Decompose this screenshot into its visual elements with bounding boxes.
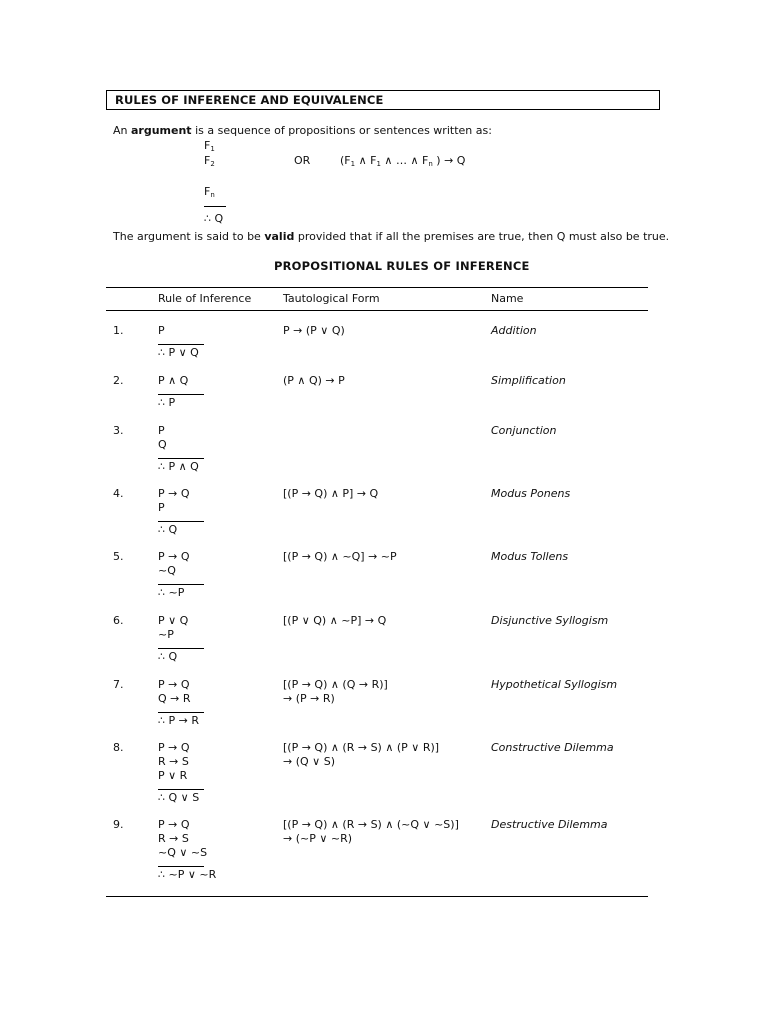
tautological-form: [(P ∨ Q) ∧ ~P] → Q	[283, 614, 387, 627]
conclusion-bar	[158, 648, 204, 649]
rule-conclusion: ∴ P ∧ Q	[158, 460, 199, 473]
rule-premise: P ∨ Q	[158, 614, 189, 627]
rule-number: 6.	[113, 614, 124, 627]
header-bottom-rule	[106, 310, 648, 311]
conclusion-bar	[158, 866, 204, 867]
table-title: PROPOSITIONAL RULES OF INFERENCE	[274, 259, 530, 273]
conclusion-bar	[158, 789, 204, 790]
rule-premise: Q → R	[158, 692, 191, 705]
argument-term: argument	[131, 124, 192, 137]
rule-name: Disjunctive Syllogism	[491, 614, 609, 627]
rule-premise: P → Q	[158, 678, 190, 691]
rule-conclusion: ∴ P ∨ Q	[158, 346, 199, 359]
rule-conclusion: ∴ ~P ∨ ~R	[158, 868, 217, 881]
rule-number: 5.	[113, 550, 124, 563]
rule-number: 9.	[113, 818, 124, 831]
intro-sentence	[113, 124, 492, 138]
tautological-form: → (P → R)	[283, 692, 335, 705]
rule-conclusion: ∴ Q ∨ S	[158, 791, 200, 804]
title-box	[106, 90, 660, 110]
rule-premise: P	[158, 501, 165, 514]
conclusion-bar	[158, 584, 204, 585]
column-header-rule: Rule of Inference	[158, 292, 252, 305]
rule-name: Addition	[491, 324, 537, 337]
rule-premise: P ∧ Q	[158, 374, 189, 387]
rule-premise: R → S	[158, 755, 189, 768]
tautological-form: → (Q ∨ S)	[283, 755, 335, 768]
conclusion-bar	[158, 521, 204, 522]
tautological-form: [(P → Q) ∧ (R → S) ∧ (P ∨ R)]	[283, 741, 440, 754]
rule-premise: P → Q	[158, 741, 190, 754]
rule-name: Conjunction	[491, 424, 557, 437]
valid-term: valid	[264, 230, 295, 243]
rule-premise: R → S	[158, 832, 189, 845]
tautological-form: [(P → Q) ∧ (Q → R)]	[283, 678, 388, 691]
rule-number: 3.	[113, 424, 124, 437]
premise-fn: $F_n$	[204, 185, 215, 199]
rule-conclusion: ∴ P → R	[158, 714, 199, 727]
rule-premise: ~Q	[158, 564, 176, 577]
argument-conclusion: ∴ Q	[204, 212, 224, 225]
rule-premise: P → Q	[158, 818, 190, 831]
tautological-form: [(P → Q) ∧ (R → S) ∧ (~Q ∨ ~S)]	[283, 818, 459, 831]
page-title: RULES OF INFERENCE AND EQUIVALENCE	[115, 93, 384, 107]
intro-suffix: is a sequence of propositions or sentences written as:	[191, 124, 492, 137]
rule-number: 1.	[113, 324, 124, 337]
rule-premise: P	[158, 424, 165, 437]
column-header-form: Tautological Form	[283, 292, 380, 305]
rule-premise: ~Q ∨ ~S	[158, 846, 208, 859]
column-header-name: Name	[491, 292, 524, 305]
rule-premise: Q	[158, 438, 167, 451]
premise-f2: $F_2$	[204, 154, 215, 168]
rule-name: Modus Ponens	[491, 487, 571, 500]
rule-conclusion: ∴ Q	[158, 523, 178, 536]
rule-name: Constructive Dilemma	[491, 741, 614, 754]
rule-premise: P → Q	[158, 550, 190, 563]
rule-number: 4.	[113, 487, 124, 500]
rule-premise: P ∨ R	[158, 769, 188, 782]
premise-f1: $F_1$	[204, 139, 215, 153]
rule-premise: ~P	[158, 628, 174, 641]
rule-conclusion: ∴ ~P	[158, 586, 185, 599]
rule-name: Modus Tollens	[491, 550, 569, 563]
rule-name: Simplification	[491, 374, 566, 387]
conclusion-bar	[158, 344, 204, 345]
rule-number: 8.	[113, 741, 124, 754]
tautological-form: → (~P ∨ ~R)	[283, 832, 353, 845]
tautological-form: [(P → Q) ∧ P] → Q	[283, 487, 379, 500]
rule-name: Destructive Dilemma	[491, 818, 608, 831]
rule-number: 2.	[113, 374, 124, 387]
table-top-rule	[106, 287, 648, 288]
tautological-form: P → (P ∨ Q)	[283, 324, 345, 337]
conclusion-bar	[158, 458, 204, 459]
table-bottom-rule	[106, 896, 648, 897]
intro-prefix: An	[113, 124, 131, 137]
premise-divider	[204, 206, 226, 207]
rule-number: 7.	[113, 678, 124, 691]
or-label: OR	[294, 154, 311, 167]
conclusion-bar	[158, 394, 204, 395]
tautological-form: (P ∧ Q) → P	[283, 374, 345, 387]
valid-sentence: The argument is said to be valid provided that if all the premises are true, then Q must also be true.	[113, 230, 670, 243]
rule-conclusion: ∴ P	[158, 396, 176, 409]
tautological-form: [(P → Q) ∧ ~Q] → ~P	[283, 550, 397, 563]
conclusion-bar	[158, 712, 204, 713]
rule-premise: P	[158, 324, 165, 337]
rule-premise: P → Q	[158, 487, 190, 500]
rule-conclusion: ∴ Q	[158, 650, 178, 663]
rule-name: Hypothetical Syllogism	[491, 678, 618, 691]
argument-formula: ($F_1$ ∧ $F_1$ ∧ … ∧ $F_n$ ) → Q	[340, 154, 466, 168]
